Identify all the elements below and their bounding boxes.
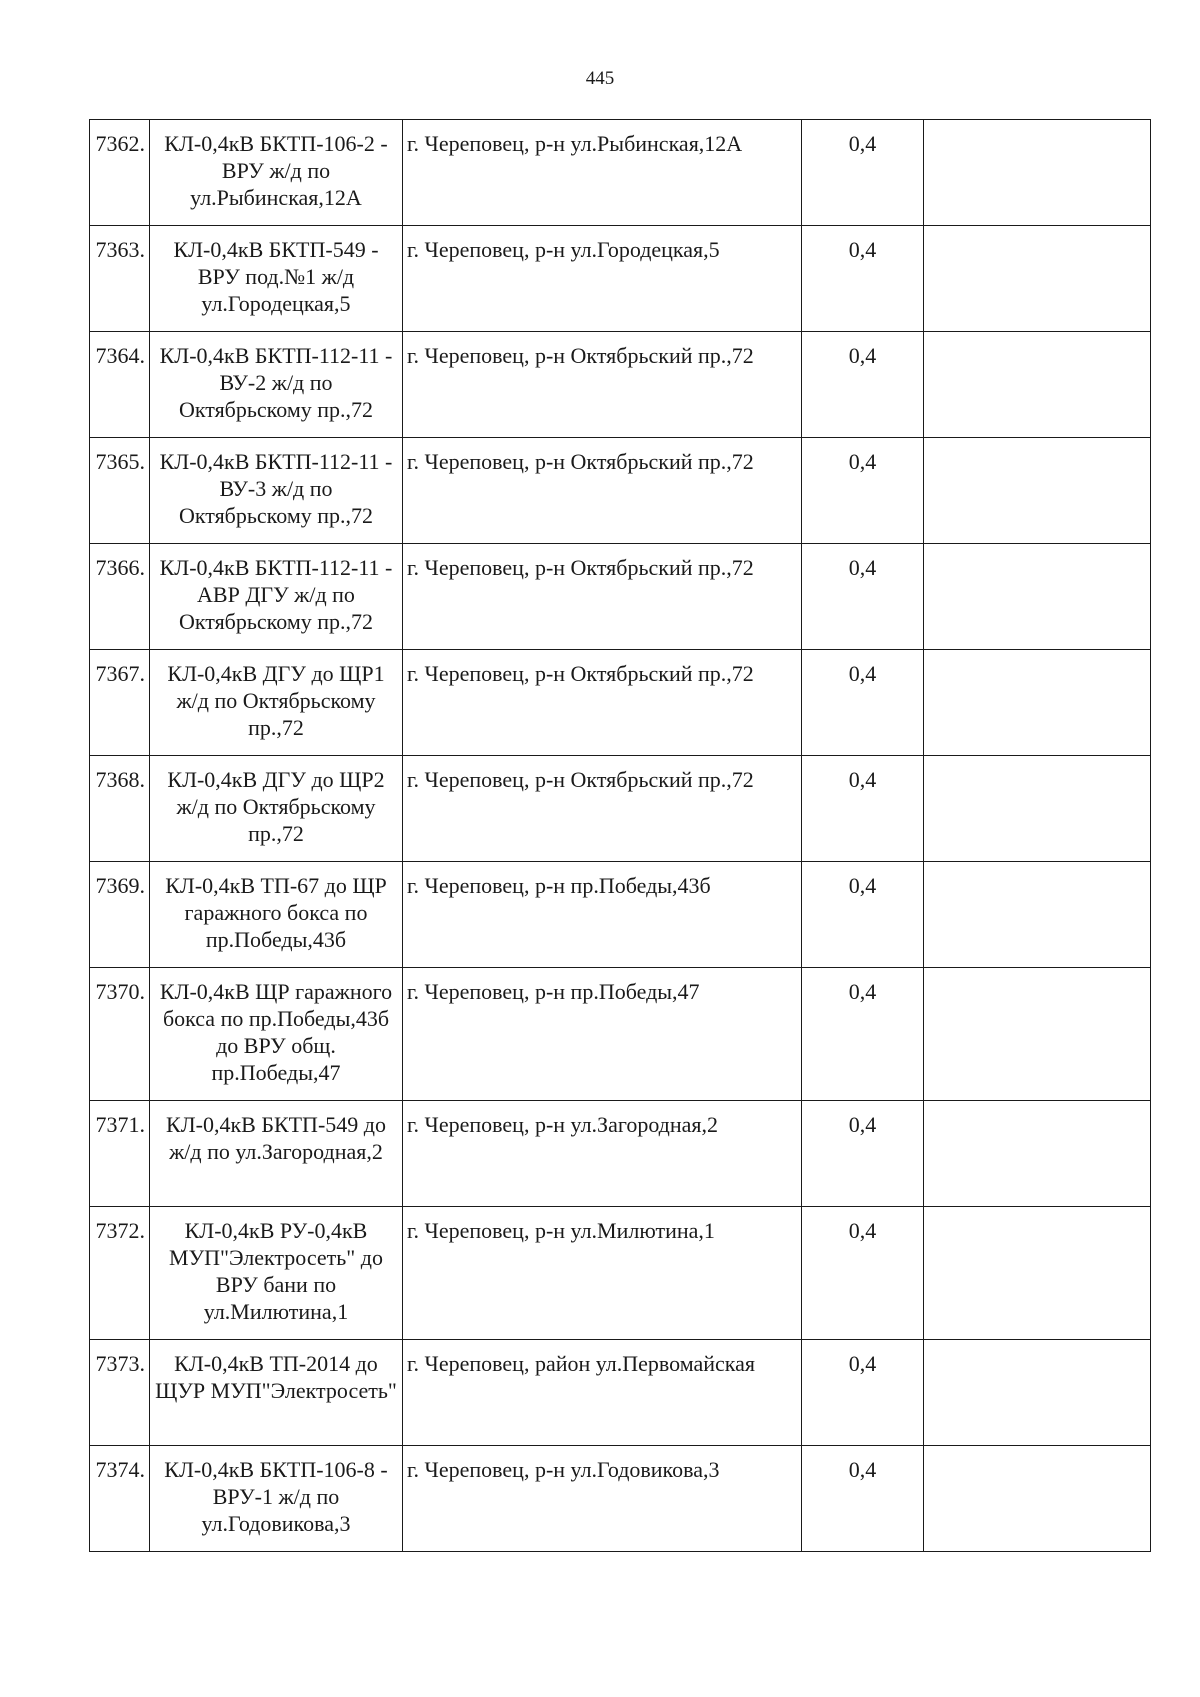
line-name: КЛ-0,4кВ БКТП-549 до ж/д по ул.Загородная,2 [150, 1101, 403, 1207]
line-name: КЛ-0,4кВ БКТП-112-11 - АВР ДГУ ж/д по Октябрьскому пр.,72 [150, 544, 403, 650]
line-name: КЛ-0,4кВ ТП-2014 до ЩУР МУП"Электросеть" [150, 1340, 403, 1446]
table-row [90, 226, 1151, 332]
line-voltage: 0,4 [802, 650, 924, 756]
empty-cell [924, 544, 1151, 650]
line-address: г. Череповец, р-н ул.Загородная,2 [403, 1101, 802, 1207]
row-number: 7365. [90, 438, 150, 544]
line-name: КЛ-0,4кВ ДГУ до ЩР2 ж/д по Октябрьскому пр.,72 [150, 756, 403, 862]
empty-cell [924, 120, 1151, 226]
empty-cell [924, 862, 1151, 968]
line-address: г. Череповец, р-н Октябрьский пр.,72 [403, 438, 802, 544]
row-number: 7374. [90, 1446, 150, 1552]
line-name: КЛ-0,4кВ ДГУ до ЩР1 ж/д по Октябрьскому пр.,72 [150, 650, 403, 756]
table-row [90, 1207, 1151, 1340]
empty-cell [924, 1446, 1151, 1552]
row-number: 7371. [90, 1101, 150, 1207]
line-name: КЛ-0,4кВ БКТП-549 - ВРУ под.№1 ж/д ул.Городецкая,5 [150, 226, 403, 332]
empty-cell [924, 1340, 1151, 1446]
empty-cell [924, 1207, 1151, 1340]
table-row [90, 650, 1151, 756]
page-number: 445 [585, 68, 615, 89]
empty-cell [924, 226, 1151, 332]
table-row [90, 544, 1151, 650]
table-row [90, 1101, 1151, 1207]
row-number: 7370. [90, 968, 150, 1101]
line-voltage: 0,4 [802, 1446, 924, 1552]
line-address: г. Череповец, р-н ул.Милютина,1 [403, 1207, 802, 1340]
line-name: КЛ-0,4кВ БКТП-106-8 - ВРУ-1 ж/д по ул.Годовикова,3 [150, 1446, 403, 1552]
line-address: г. Череповец, р-н Октябрьский пр.,72 [403, 756, 802, 862]
line-voltage: 0,4 [802, 120, 924, 226]
line-voltage: 0,4 [802, 1340, 924, 1446]
line-voltage: 0,4 [802, 756, 924, 862]
line-name: КЛ-0,4кВ БКТП-112-11 - ВУ-2 ж/д по Октябрьскому пр.,72 [150, 332, 403, 438]
line-address: г. Череповец, р-н пр.Победы,43б [403, 862, 802, 968]
table-row [90, 438, 1151, 544]
row-number: 7367. [90, 650, 150, 756]
line-voltage: 0,4 [802, 226, 924, 332]
line-name: КЛ-0,4кВ ТП-67 до ЩР гаражного бокса по пр.Победы,43б [150, 862, 403, 968]
table-row [90, 332, 1151, 438]
line-voltage: 0,4 [802, 544, 924, 650]
row-number: 7369. [90, 862, 150, 968]
line-address: г. Череповец, р-н Октябрьский пр.,72 [403, 332, 802, 438]
line-address: г. Череповец, р-н пр.Победы,47 [403, 968, 802, 1101]
line-voltage: 0,4 [802, 1101, 924, 1207]
empty-cell [924, 650, 1151, 756]
table-row [90, 1446, 1151, 1552]
line-address: г. Череповец, р-н Октябрьский пр.,72 [403, 544, 802, 650]
empty-cell [924, 332, 1151, 438]
row-number: 7363. [90, 226, 150, 332]
empty-cell [924, 438, 1151, 544]
row-number: 7362. [90, 120, 150, 226]
row-number: 7364. [90, 332, 150, 438]
row-number: 7372. [90, 1207, 150, 1340]
empty-cell [924, 968, 1151, 1101]
table-row [90, 862, 1151, 968]
line-name: КЛ-0,4кВ ЩР гаражного бокса по пр.Победы,43б до ВРУ общ. пр.Победы,47 [150, 968, 403, 1101]
table-row [90, 968, 1151, 1101]
line-address: г. Череповец, р-н ул.Городецкая,5 [403, 226, 802, 332]
line-address: г. Череповец, район ул.Первомайская [403, 1340, 802, 1446]
line-name: КЛ-0,4кВ БКТП-106-2 - ВРУ ж/д по ул.Рыбинская,12А [150, 120, 403, 226]
line-address: г. Череповец, р-н ул.Рыбинская,12А [403, 120, 802, 226]
line-name: КЛ-0,4кВ БКТП-112-11 - ВУ-3 ж/д по Октябрьскому пр.,72 [150, 438, 403, 544]
row-number: 7366. [90, 544, 150, 650]
empty-cell [924, 756, 1151, 862]
table-row [90, 120, 1151, 226]
line-voltage: 0,4 [802, 968, 924, 1101]
cable-line-registry-table [89, 119, 1151, 1552]
row-number: 7373. [90, 1340, 150, 1446]
line-address: г. Череповец, р-н Октябрьский пр.,72 [403, 650, 802, 756]
line-voltage: 0,4 [802, 1207, 924, 1340]
line-voltage: 0,4 [802, 332, 924, 438]
line-voltage: 0,4 [802, 862, 924, 968]
line-voltage: 0,4 [802, 438, 924, 544]
line-address: г. Череповец, р-н ул.Годовикова,3 [403, 1446, 802, 1552]
line-name: КЛ-0,4кВ РУ-0,4кВ МУП"Электросеть" до ВРУ бани по ул.Милютина,1 [150, 1207, 403, 1340]
table-row [90, 1340, 1151, 1446]
empty-cell [924, 1101, 1151, 1207]
row-number: 7368. [90, 756, 150, 862]
table-row [90, 756, 1151, 862]
